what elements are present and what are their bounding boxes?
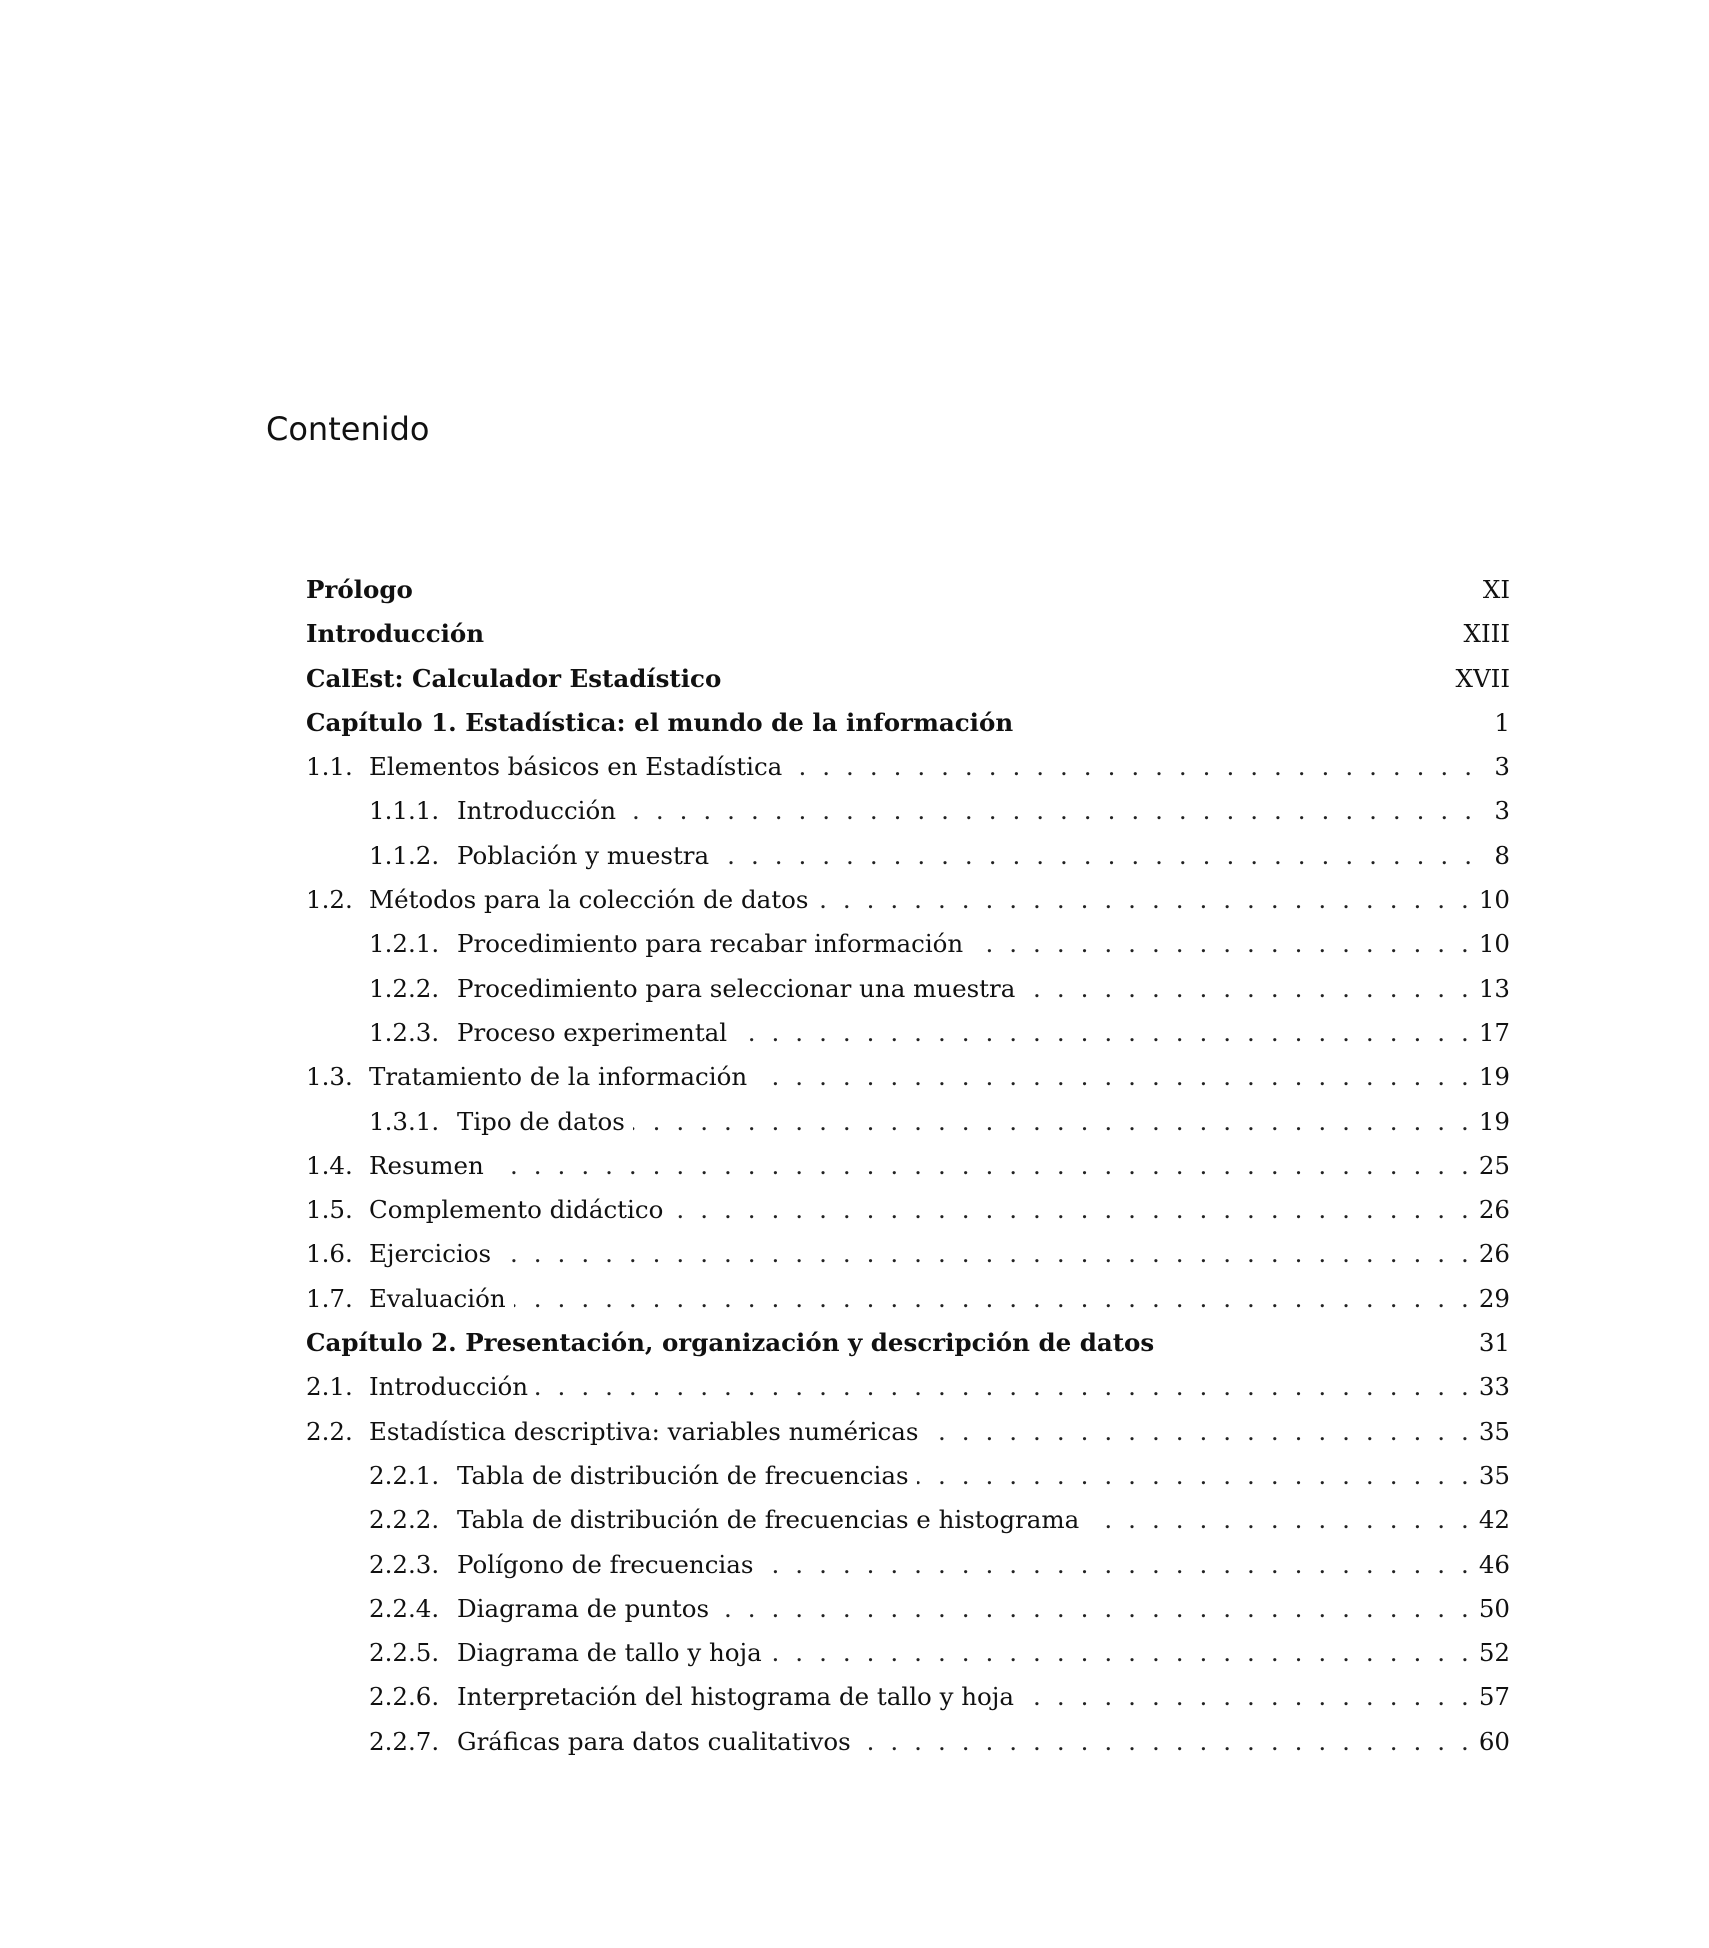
toc-entry-number: 2.2.4. bbox=[369, 1593, 440, 1623]
toc-dot-leader bbox=[624, 789, 1472, 833]
toc-page-number: 29 bbox=[1478, 1283, 1510, 1313]
toc-entry-title: Tipo de datos bbox=[457, 1106, 625, 1136]
toc-page-number: 35 bbox=[1478, 1460, 1510, 1490]
toc-dot-leader bbox=[790, 745, 1472, 789]
toc-page-number: 33 bbox=[1478, 1372, 1510, 1402]
toc-dot-leader bbox=[717, 1587, 1469, 1631]
toc-entry-number: 2.2.3. bbox=[369, 1549, 440, 1579]
toc-entry-number: 2.2.7. bbox=[369, 1726, 440, 1756]
toc-section-entry[interactable] bbox=[306, 1232, 1510, 1276]
toc-subsection-entry[interactable] bbox=[306, 1720, 1510, 1764]
toc-page-number: 8 bbox=[1494, 840, 1510, 870]
toc-dot-leader bbox=[1087, 1498, 1469, 1542]
toc-subsection-entry[interactable] bbox=[306, 1100, 1510, 1144]
toc-entry-number: 1.2.2. bbox=[369, 973, 440, 1003]
toc-subsection-entry[interactable] bbox=[306, 1631, 1510, 1675]
toc-entry-title: Polígono de frecuencias bbox=[457, 1549, 754, 1579]
toc-entry-number: 2.2. bbox=[306, 1416, 353, 1446]
toc-entry-number: 1.3.1. bbox=[369, 1106, 440, 1136]
toc-page-number: 50 bbox=[1478, 1593, 1510, 1623]
toc-entry-title: Capítulo 1. Estadística: el mundo de la información bbox=[306, 707, 1014, 737]
toc-page-number: 52 bbox=[1478, 1638, 1510, 1668]
toc-section-entry[interactable] bbox=[306, 1188, 1510, 1232]
toc-page-number: 10 bbox=[1478, 885, 1510, 915]
toc-page-number: 25 bbox=[1478, 1150, 1510, 1180]
toc-entry-title: Capítulo 2. Presentación, organización y descripción de datos bbox=[306, 1328, 1155, 1358]
toc-section-entry[interactable] bbox=[306, 1365, 1510, 1409]
toc-section-entry[interactable] bbox=[306, 1277, 1510, 1321]
toc-dot-leader bbox=[536, 1365, 1469, 1409]
toc-subsection-entry[interactable] bbox=[306, 1498, 1510, 1542]
toc-page-number: XVII bbox=[1455, 663, 1510, 693]
toc-entry-title: Introducción bbox=[369, 1372, 529, 1402]
toc-page-number: 13 bbox=[1478, 973, 1510, 1003]
toc-section-entry[interactable] bbox=[306, 1144, 1510, 1188]
toc-entry-number: 1.3. bbox=[306, 1062, 353, 1092]
toc-entry-title: Ejercicios bbox=[369, 1239, 492, 1269]
toc-entry-number: 2.1. bbox=[306, 1372, 353, 1402]
toc-entry-title: Población y muestra bbox=[457, 840, 710, 870]
toc-page-number: 19 bbox=[1478, 1062, 1510, 1092]
toc-entry-number: 2.2.1. bbox=[369, 1460, 440, 1490]
toc-dot-leader bbox=[816, 878, 1468, 922]
toc-entry-title: Tabla de distribución de frecuencias bbox=[457, 1460, 909, 1490]
toc-subsection-entry[interactable] bbox=[306, 967, 1510, 1011]
toc-dot-leader bbox=[492, 1144, 1469, 1188]
toc-entry-title: Diagrama de tallo y hoja bbox=[457, 1638, 762, 1668]
toc-entry-title: Introducción bbox=[306, 619, 485, 649]
toc-dot-leader bbox=[633, 1100, 1469, 1144]
toc-page-number: 10 bbox=[1478, 929, 1510, 959]
toc-entry-number: 1.6. bbox=[306, 1239, 353, 1269]
toc-page-number: 3 bbox=[1494, 752, 1510, 782]
toc-page-number: 60 bbox=[1478, 1726, 1510, 1756]
toc-subsection-entry[interactable] bbox=[306, 922, 1510, 966]
toc-dot-leader bbox=[1023, 967, 1468, 1011]
toc-section-entry[interactable] bbox=[306, 1055, 1510, 1099]
toc-page-number: XIII bbox=[1463, 619, 1510, 649]
toc-chapter-entry[interactable] bbox=[306, 657, 1510, 701]
toc-entry-title: Diagrama de puntos bbox=[457, 1593, 710, 1623]
toc-section-entry[interactable] bbox=[306, 1410, 1510, 1454]
toc-entry-title: Interpretación del histograma de tallo y hoja bbox=[457, 1682, 1014, 1712]
toc-entry-title: Tratamiento de la información bbox=[369, 1062, 748, 1092]
toc-page-number: 31 bbox=[1478, 1328, 1510, 1358]
toc-entry-title: Elementos básicos en Estadística bbox=[369, 752, 783, 782]
toc-page-number: 17 bbox=[1478, 1017, 1510, 1047]
toc-entry-title: Resumen bbox=[369, 1150, 484, 1180]
toc-subsection-entry[interactable] bbox=[306, 1454, 1510, 1498]
toc-entry-title: Prólogo bbox=[306, 575, 413, 604]
toc-entry-title: CalEst: Calculador Estadístico bbox=[306, 663, 722, 693]
toc-entry-title: Evaluación bbox=[369, 1283, 506, 1313]
toc-entry-number: 1.2.3. bbox=[369, 1017, 440, 1047]
toc-page-number: 26 bbox=[1478, 1195, 1510, 1225]
toc-entry-number: 1.1. bbox=[306, 752, 353, 782]
page-title: Contenido bbox=[266, 410, 430, 448]
toc-entry-number: 1.4. bbox=[306, 1150, 353, 1180]
toc-chapter-entry[interactable] bbox=[306, 612, 1510, 656]
toc-entry-title: Procedimiento para recabar información bbox=[457, 929, 964, 959]
toc-section-entry[interactable] bbox=[306, 745, 1510, 789]
toc-page-number: 46 bbox=[1478, 1549, 1510, 1579]
toc-entry-number: 2.2.5. bbox=[369, 1638, 440, 1668]
toc-section-entry[interactable] bbox=[306, 878, 1510, 922]
toc-entry-title: Estadística descriptiva: variables numéricas bbox=[369, 1416, 919, 1446]
toc-page-number: 1 bbox=[1494, 707, 1510, 737]
toc-dot-leader bbox=[770, 1631, 1469, 1675]
toc-entry-title: Métodos para la colección de datos bbox=[369, 885, 809, 915]
toc-entry-number: 1.5. bbox=[306, 1195, 353, 1225]
toc-entry-number: 1.2. bbox=[306, 885, 353, 915]
toc-subsection-entry[interactable] bbox=[306, 1675, 1510, 1719]
toc-subsection-entry[interactable] bbox=[306, 789, 1510, 833]
toc-entry-title: Complemento didáctico bbox=[369, 1195, 664, 1225]
table-of-contents bbox=[306, 568, 1510, 1764]
toc-entry-number: 2.2.2. bbox=[369, 1505, 440, 1535]
toc-subsection-entry[interactable] bbox=[306, 1011, 1510, 1055]
toc-entry-title: Procedimiento para seleccionar una muestra bbox=[457, 973, 1016, 1003]
toc-page-number: XI bbox=[1482, 575, 1510, 604]
toc-dot-leader bbox=[917, 1454, 1469, 1498]
toc-page-number: 35 bbox=[1478, 1416, 1510, 1446]
toc-entry-title: Tabla de distribución de frecuencias e histograma bbox=[457, 1505, 1080, 1535]
toc-subsection-entry[interactable] bbox=[306, 1587, 1510, 1631]
toc-page-number: 3 bbox=[1494, 796, 1510, 826]
toc-entry-number: 1.7. bbox=[306, 1283, 353, 1313]
toc-chapter-entry[interactable] bbox=[306, 568, 1510, 612]
toc-dot-leader bbox=[761, 1543, 1468, 1587]
toc-entry-number: 2.2.6. bbox=[369, 1682, 440, 1712]
toc-subsection-entry[interactable] bbox=[306, 1543, 1510, 1587]
toc-dot-leader bbox=[859, 1720, 1469, 1764]
toc-dot-leader bbox=[971, 922, 1469, 966]
toc-page-number: 57 bbox=[1478, 1682, 1510, 1712]
toc-dot-leader bbox=[926, 1410, 1468, 1454]
toc-dot-leader bbox=[1022, 1675, 1469, 1719]
toc-dot-leader bbox=[735, 1011, 1469, 1055]
toc-chapter-entry[interactable] bbox=[306, 701, 1510, 745]
toc-page-number: 19 bbox=[1478, 1106, 1510, 1136]
toc-entry-title: Gráficas para datos cualitativos bbox=[457, 1726, 851, 1756]
toc-subsection-entry[interactable] bbox=[306, 834, 1510, 878]
toc-entry-number: 1.2.1. bbox=[369, 929, 440, 959]
toc-page-number: 26 bbox=[1478, 1239, 1510, 1269]
toc-entry-number: 1.1.1. bbox=[369, 796, 440, 826]
toc-page-number: 42 bbox=[1478, 1505, 1510, 1535]
toc-dot-leader bbox=[499, 1232, 1469, 1276]
toc-entry-number: 1.1.2. bbox=[369, 840, 440, 870]
toc-entry-title: Introducción bbox=[457, 796, 617, 826]
toc-dot-leader bbox=[514, 1277, 1469, 1321]
toc-dot-leader bbox=[717, 834, 1472, 878]
toc-chapter-entry[interactable] bbox=[306, 1321, 1510, 1365]
toc-entry-title: Proceso experimental bbox=[457, 1017, 728, 1047]
toc-dot-leader bbox=[671, 1188, 1468, 1232]
toc-dot-leader bbox=[755, 1055, 1469, 1099]
